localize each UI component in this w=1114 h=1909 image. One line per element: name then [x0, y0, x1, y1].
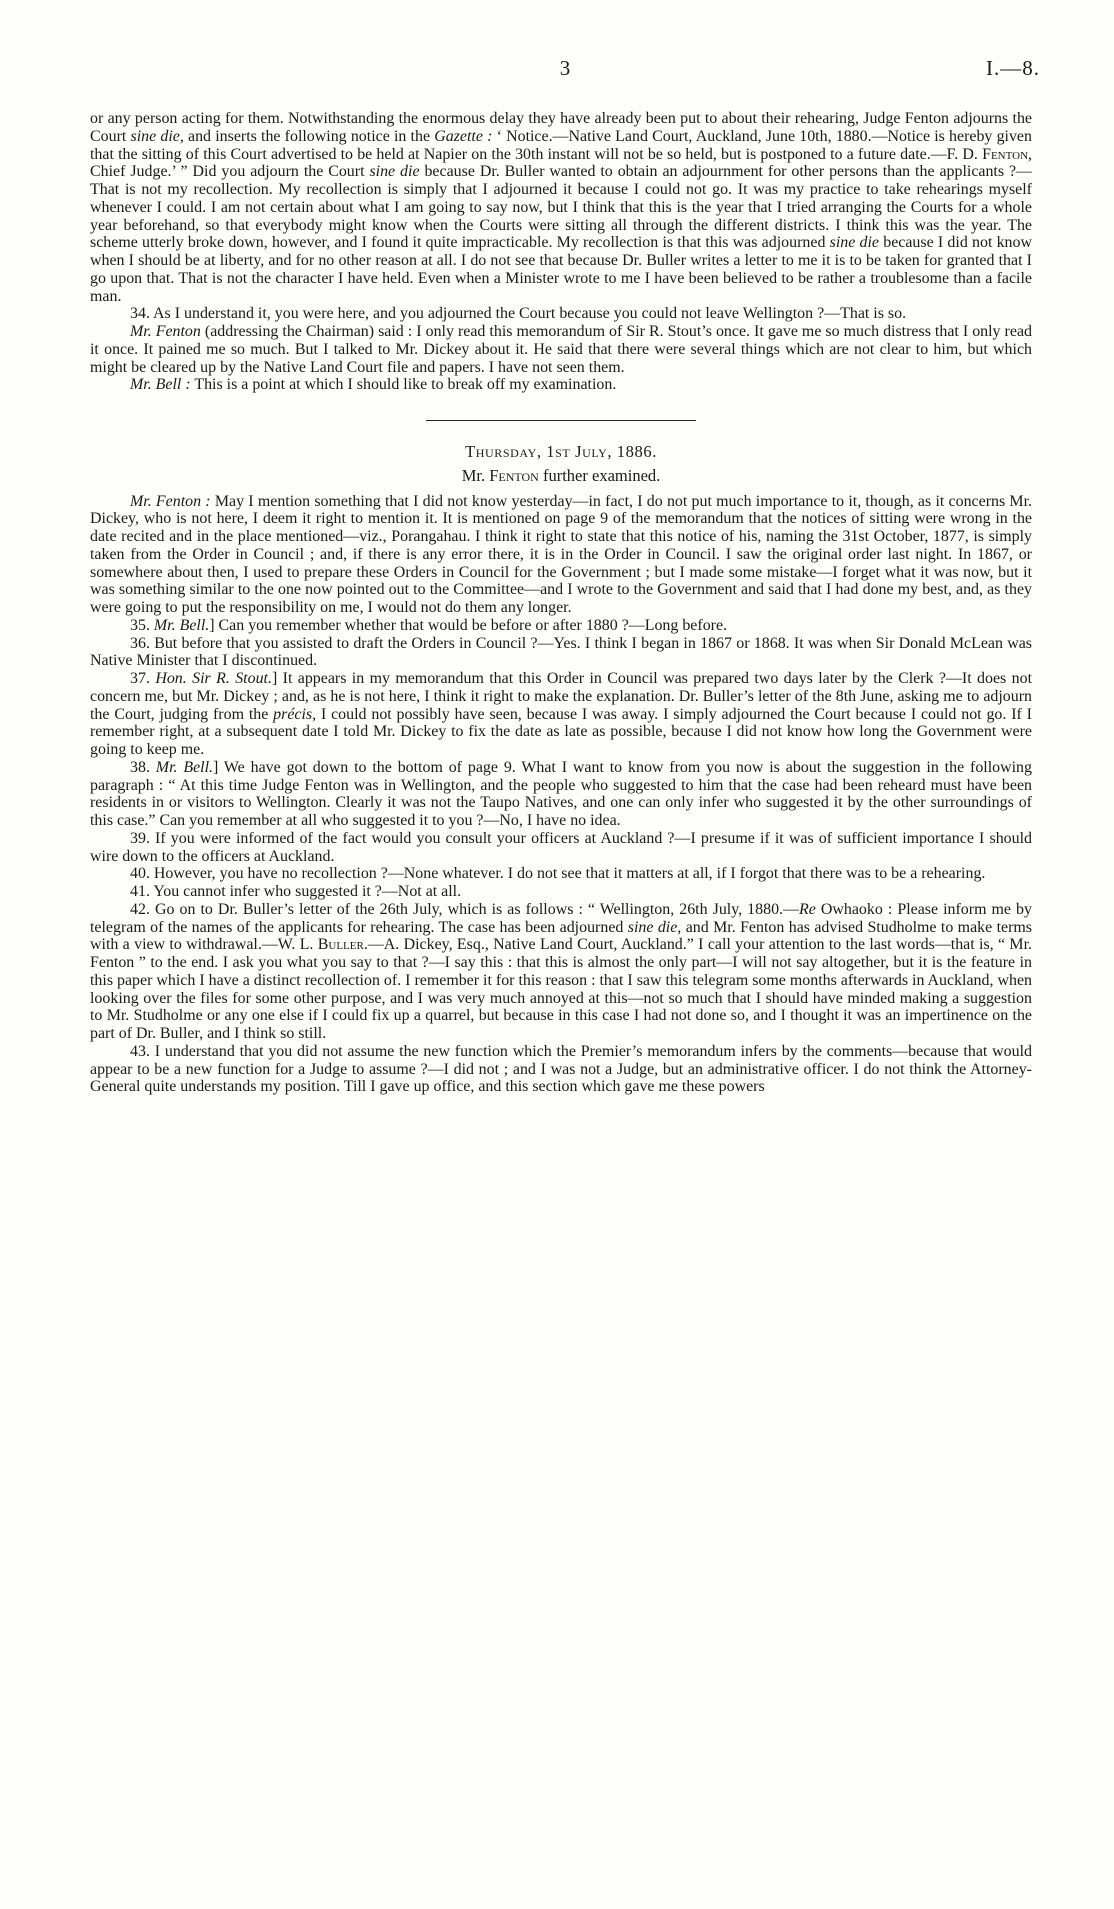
- question-38: 38. Mr. Bell.] We have got down to the bottom of page 9. What I want to know from you now is about the suggestion in the following paragraph : “ At this time Judge Fenton was in Wellington, and the people who suggested to him that the case had been reheard must have been residents in or visitors to Wellington. Clearly it was not the Taupo Natives, and one can only infer who suggested it by the other surroundings of this case.” Can you remember at all who suggested it to you ?—No, I have no idea.: [90, 758, 1032, 829]
- question-34: 34. As I understand it, you were here, and you adjourned the Court because you could not leave Wellington ?—That is so.: [130, 305, 907, 323]
- question-41: 41. You cannot infer who suggested it ?—Not at all.: [130, 883, 462, 900]
- question-37: 37. Hon. Sir R. Stout.] It appears in my memorandum that this Order in Council was prepared two days later by the Clerk ?—It does not concern me, but Mr. Dickey ; and, as he is not here, I think it right to make the explanation. Dr. Buller’s letter of the 8th June, asking me to adjourn the Court, judging from the précis, I could not possibly have seen, because I was away. I simply adjourned the Court because I could not go. If I remember right, at a subsequent date I told Mr. Dickey to fix the date as late as possible, because I did not know how long the Government were going to keep me.: [90, 670, 1032, 758]
- bell-statement: Mr. Bell : This is a point at which I should like to break off my examination.: [130, 376, 617, 394]
- page-header: [90, 56, 1040, 86]
- question-42: 42. Go on to Dr. Buller’s letter of the 26th July, which is as follows : “ Wellington, 26th July, 1880.—Re Owhaoko : Please inform me by telegram of the names of the applicants for rehearing. The case has been adjourned sine die, and Mr. Fenton has advised Studholme to make terms with a view to withdrawal.—W. L. Buller.—A. Dickey, Esq., Native Land Court, Auckland.” I call your attention to the last words—that is, “ Mr. Fenton ” to the end. I ask you what you say to that ?—I say this : that this is almost the only part—I will not say altogether, but it is the feature in this paper which I have a distinct recollection of. I remember it for this reason : that I saw this telegram some months afterwards in Auckland, when looking over the files for some other purpose, and I was very much annoyed at this—not so much that I should have minded making a suggestion to Mr. Studholme or any one else if I could fix up a quarrel, but because in this case I had not done so, and I thought it was an impertinence on the part of Dr. Buller, and I think so still.: [90, 900, 1032, 1042]
- question-36: 36. But before that you assisted to draft the Orders in Council ?—Yes. I think I began in 1867 or 1868. It was when Sir Donald McLean was Native Minister that I discontinued.: [90, 634, 1032, 670]
- fenton-statement: Mr. Fenton (addressing the Chairman) said : I only read this memorandum of Sir R. Stout’s once. It gave me so much distress that I only read it once. It pained me so much. But I talked to Mr. Dickey about it. He said that there were several things which are not clear to him, but which might be cleared up by the Native Land Court file and papers. I have not seen them.: [90, 323, 1032, 376]
- date-heading: Thursday, 1st July, 1886.: [465, 442, 657, 461]
- document-body: [90, 110, 1032, 1096]
- question-39: 39. If you were informed of the fact would you consult your officers at Auckland ?—I presume if it was of sufficient importance I should wire down to the officers at Auckland.: [90, 829, 1032, 865]
- section-subheading: Mr. Fenton further examined.: [461, 465, 661, 485]
- question-43: 43. I understand that you did not assume the new function which the Premier’s memorandum infers by the comments—because that would appear to be a new function for a Judge to assume ?—I did not ; and I was not a Judge, but an administrative officer. I do not think the Attorney-General quite understands my position. Till I gave up office, and this section which gave me these powers: [90, 1042, 1032, 1096]
- section-divider: [426, 420, 696, 421]
- fenton-statement-2: Mr. Fenton : May I mention something that I did not know yesterday—in fact, I do not put much importance to it, though, as it concerns Mr. Dickey, who is not here, I deem it right to mention it. It is mentioned on page 9 of the memorandum that the notices of sitting were wrong in the date recited and in the place mentioned—viz., Porangahau. I think it right to state that this notice of his, naming the 31st October, 1877, is simply taken from the Order in Council ; and, if there is any error there, it is in the Order in Council. I saw the original order last night. In 1867, or somewhere about then, I used to prepare these Orders in Council for the Government ; but I made some mistake—I forget what it was now, but it was something similar to the one now pointed out to the Committee—and I wrote to the Government and said that I had done my best, and, as they were going to put the responsibility on me, I would not do them any longer.: [90, 492, 1032, 616]
- continuation-paragraph: or any person acting for them. Notwithstanding the enormous delay they have already been put to about their rehearing, Judge Fenton adjourns the Court sine die, and inserts the following notice in the Gazette : ‘ Notice.—Native Land Court, Auckland, June 10th, 1880.—Notice is hereby given that the sitting of this Court advertised to be held at Napier on the 30th instant will not be so held, but is postponed to a future date.—F. D. Fenton, Chief Judge.’ ” Did you adjourn the Court sine die because Dr. Buller wanted to obtain an adjournment for other persons than the applicants ?—That is not my recollection. My recollection is simply that I adjourned it because I could not go. It was my practice to take rehearings myself whenever I could. I am not certain about what I am going to say now, but I think that this is the year that I tried arranging the Courts for a whole year beforehand, so that everybody might know when the Courts were sitting all through the different districts. I think this was the year. The scheme utterly broke down, however, and I found it quite impracticable. My recollection is that this was adjourned sine die because I did not know when I should be at liberty, and for no other reason at all. I do not see that because Dr. Buller writes a letter to me it is to be taken for granted that I go upon that. That is not the character I have held. Even when a Minister wrote to me I have been believed to be rather a troublesome than a facile man.: [90, 110, 1033, 305]
- page-number: 3: [559, 56, 571, 80]
- document-reference: I.—8.: [986, 56, 1040, 80]
- question-40: 40. However, you have no recollection ?—None whatever. I do not see that it matters at all, if I forgot that there was to be a rehearing.: [130, 865, 986, 883]
- question-35: 35. Mr. Bell.] Can you remember whether that would be before or after 1880 ?—Long before.: [130, 616, 728, 634]
